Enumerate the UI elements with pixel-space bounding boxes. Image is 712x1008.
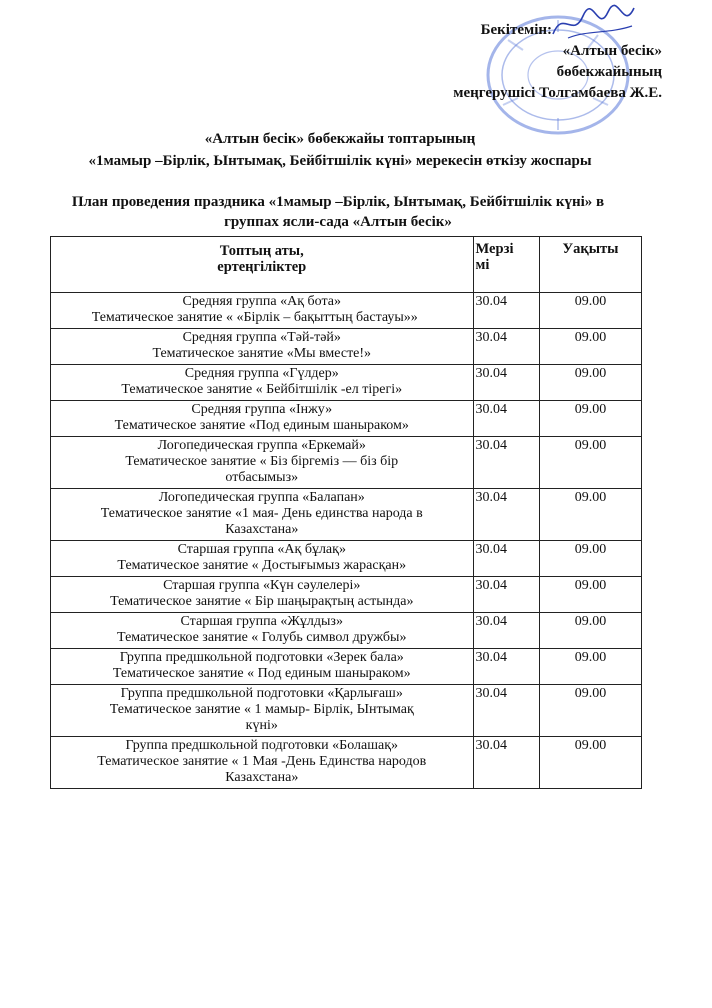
group-name: Старшая группа «Жұлдыз» [180,614,343,629]
approval-block [382,20,662,104]
table-row [51,293,642,329]
cell-group [51,577,474,613]
cell-group [51,685,474,737]
group-name: Группа предшкольной подготовки «Зерек бала» [119,650,404,665]
header-time: Уақыты [539,237,641,293]
cell-group [51,489,474,541]
topic-text: Тематическое занятие «1 мая- День единства народа в [100,506,423,521]
group-name: Старшая группа «Ақ бұлақ» [177,542,346,557]
title-ru-line: группах ясли-сада «Алтын бесік» [224,214,452,230]
group-name: Старшая группа «Күн сәулелері» [163,578,361,593]
topic-text-continued: күні» [245,718,278,733]
cell-time: 09.00 [539,577,641,613]
topic-text: Тематическое занятие « Біз біргеміз — біз бір [125,454,399,469]
cell-date: 30.04 [473,685,539,737]
cell-group [51,365,474,401]
approval-line: меңгерушісі Толгамбаева Ж.Е. [453,85,662,101]
topic-text: Тематическое занятие « Бір шаңырақтың астында» [110,594,414,609]
cell-time: 09.00 [539,437,641,489]
table-row [51,577,642,613]
cell-date: 30.04 [473,329,539,365]
cell-date: 30.04 [473,577,539,613]
cell-time: 09.00 [539,329,641,365]
topic-text-continued: Казахстана» [225,522,299,537]
table-row [51,437,642,489]
cell-date: 30.04 [473,365,539,401]
cell-group [51,329,474,365]
cell-group [51,401,474,437]
group-name: Группа предшкольной подготовки «Қарлығаш» [120,686,403,701]
title-russian [18,192,658,232]
topic-text: Тематическое занятие «Под единым шаныраком» [114,418,409,433]
topic-text: Тематическое занятие « Достығымыз жарасқан» [117,558,407,573]
cell-date: 30.04 [473,541,539,577]
title-ru-line: План проведения праздника «1мамыр –Бірлік, Ынтымақ, Бейбітшілік күні» в [71,194,605,210]
header-date: Мерзі мі [473,237,539,293]
header-group: Топтың аты, ертеңгіліктер [51,237,474,293]
cell-group [51,613,474,649]
topic-text: Тематическое занятие «Мы вместе!» [152,346,372,361]
approval-line: бөбекжайының [556,64,662,80]
table-row [51,365,642,401]
group-name: Группа предшкольной подготовки «Болашақ» [125,738,399,753]
table-header-row [51,237,642,293]
cell-group [51,649,474,685]
table-row [51,649,642,685]
group-name: Логопедическая группа «Балапан» [158,490,365,505]
title-kz-line: «1мамыр –Бірлік, Ынтымақ, Бейбітшілік күні» мерекесін өткізу жоспары [88,153,592,169]
topic-text: Тематическое занятие « Голубь символ дружбы» [117,630,407,645]
topic-text: Тематическое занятие « 1 мамыр- Бірлік, Ынтымақ [109,702,414,717]
topic-text-continued: отбасымыз» [225,470,299,485]
cell-time: 09.00 [539,541,641,577]
plan-table [50,236,642,789]
cell-group [51,737,474,789]
table-row [51,613,642,649]
topic-text: Тематическое занятие « Бейбітшілік -ел тірегі» [121,382,403,397]
table-row [51,737,642,789]
group-name: Средняя группа «Гүлдер» [184,366,339,381]
group-name: Логопедическая группа «Еркемай» [157,438,366,453]
title-kz-line: «Алтын бесік» бөбекжайы топтарының [204,131,476,147]
cell-group [51,541,474,577]
table-row [51,685,642,737]
table-row [51,329,642,365]
cell-group [51,437,474,489]
topic-text: Тематическое занятие « 1 Мая -День Единства народов [97,754,427,769]
topic-text: Тематическое занятие « «Бірлік – бақыттың бастауы»» [91,310,418,325]
cell-time: 09.00 [539,737,641,789]
group-name: Средняя группа «Ақ бота» [182,294,341,309]
table-row [51,401,642,437]
cell-date: 30.04 [473,737,539,789]
group-name: Средняя группа «Тәй-тәй» [182,330,341,345]
cell-time: 09.00 [539,489,641,541]
title-kazakh [20,128,660,172]
approval-line: «Алтын бесік» [562,43,662,59]
cell-date: 30.04 [473,613,539,649]
cell-time: 09.00 [539,401,641,437]
cell-date: 30.04 [473,293,539,329]
cell-time: 09.00 [539,685,641,737]
cell-date: 30.04 [473,649,539,685]
cell-time: 09.00 [539,649,641,685]
cell-time: 09.00 [539,613,641,649]
cell-date: 30.04 [473,489,539,541]
cell-group [51,293,474,329]
topic-text: Тематическое занятие « Под единым шаныраком» [112,666,411,681]
approval-line: Бекітемін: [480,22,552,38]
cell-date: 30.04 [473,437,539,489]
topic-text-continued: Казахстана» [225,770,299,785]
cell-time: 09.00 [539,293,641,329]
cell-date: 30.04 [473,401,539,437]
cell-time: 09.00 [539,365,641,401]
table-row [51,489,642,541]
table-row [51,541,642,577]
group-name: Средняя группа «Інжу» [191,402,333,417]
